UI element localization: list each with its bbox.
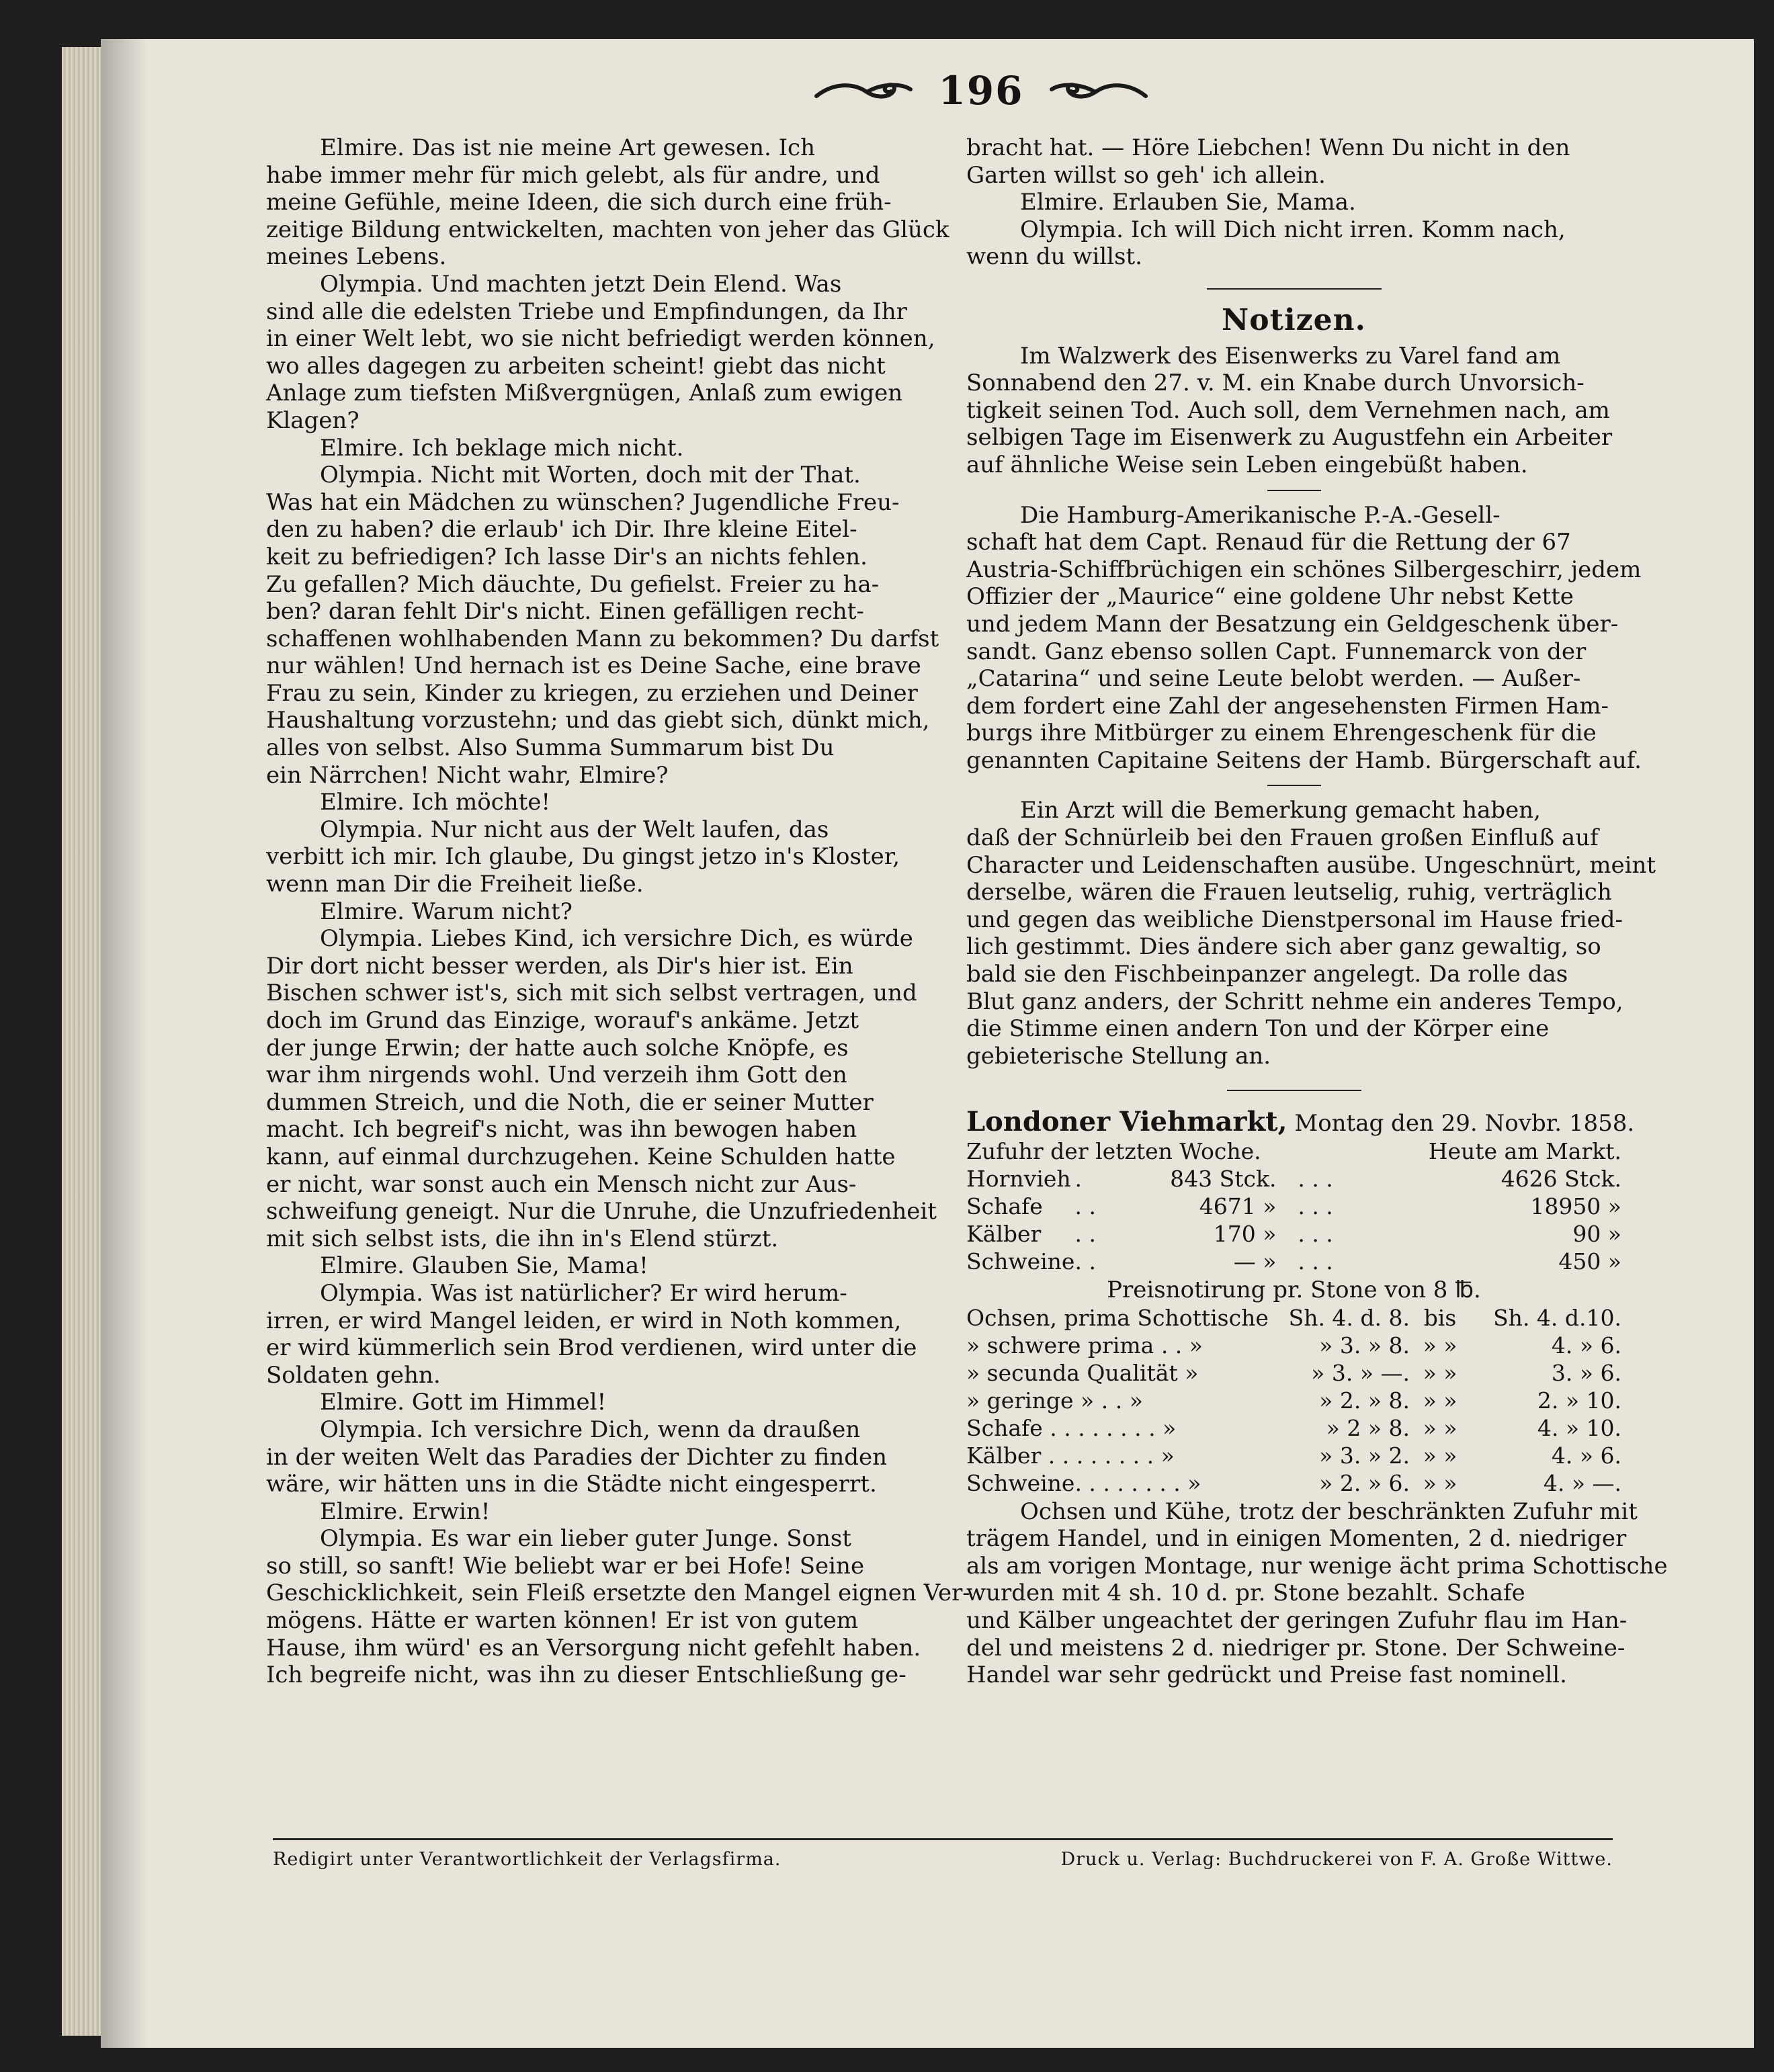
text-line	[266, 1007, 911, 1035]
text-line: und gegen das weibliche Dienstpersonal im Hause fried-	[966, 906, 1623, 933]
line-text: Was hat ein Mädchen zu wünschen? Jugendliche Freu-	[266, 488, 900, 516]
line-text: ben? daran fehlt Dir's nicht. Einen gefälligen recht-	[266, 598, 864, 625]
text-line	[266, 652, 921, 680]
text-line: und Kälber ungeachtet der geringen Zufuhr flau im Han-	[966, 1606, 1628, 1634]
text-line	[266, 789, 911, 816]
speaker-name: Olympia.	[320, 925, 423, 953]
text-line: Austria-Schiffbrüchigen ein schönes Silbergeschirr, jedem	[966, 556, 1642, 583]
line-text: Ich möchte!	[411, 789, 551, 816]
price-sep: bis	[1423, 1304, 1457, 1331]
market-heading	[966, 1106, 1635, 1138]
price-row	[966, 1359, 1621, 1387]
price-high: 4. » 6.	[1551, 1332, 1621, 1358]
text-line	[266, 325, 935, 353]
text-line	[266, 734, 911, 762]
text-line	[266, 298, 911, 326]
line-text: der junge Erwin; der hatte auch solche Knöpfe, es	[266, 1034, 849, 1062]
text-line: Im Walzwerk des Eisenwerks zu Varel fand am	[1020, 342, 1561, 370]
line-text: Haushaltung vorzustehn; und das giebt sich, dünkt mich,	[266, 707, 930, 734]
text-line	[266, 462, 911, 489]
text-line	[266, 1416, 911, 1444]
text-line	[266, 353, 911, 380]
price-high: 3. » 6.	[1551, 1359, 1621, 1386]
text-line: sandt. Ganz ebenso sollen Capt. Funnemarck von der	[966, 638, 1587, 665]
text-line	[266, 1280, 911, 1307]
dialogue-paragraph	[266, 435, 911, 462]
dialogue-paragraph	[266, 1525, 970, 1689]
text-line	[966, 189, 1621, 216]
speaker-name: Elmire.	[320, 1252, 405, 1280]
dialogue-paragraph	[266, 925, 937, 1252]
line-text: bracht hat. — Höre Liebchen! Wenn Du nicht in den	[966, 134, 1570, 161]
week-supply: — »	[1233, 1248, 1277, 1275]
text-line: del und meistens 2 d. niedriger pr. Stone. Der Schweine-	[966, 1634, 1625, 1661]
text-line	[266, 598, 911, 625]
line-text: Anlage zum tiefsten Mißvergnügen, Anlaß zum ewigen	[266, 380, 903, 407]
text-line	[266, 1580, 970, 1607]
supply-header-left: Zufuhr der letzten Woche.	[966, 1138, 1261, 1164]
divider	[1267, 785, 1321, 786]
price-low: » 3. » 2.	[1319, 1442, 1410, 1469]
text-line: Ochsen und Kühe, trotz der beschränkten Zufuhr mit	[1020, 1498, 1638, 1525]
price-label: Kälber . . . . . . . . »	[966, 1442, 1175, 1469]
line-text: in der weiten Welt das Paradies der Dichter zu finden	[266, 1443, 888, 1471]
text-line	[266, 1171, 911, 1199]
line-text: Erlauben Sie, Mama.	[1111, 189, 1356, 216]
text-line	[266, 544, 911, 571]
text-line	[266, 1607, 911, 1635]
dialogue-paragraph	[266, 898, 911, 926]
line-text: irren, er wird Mangel leiden, er wird in Noth kommen,	[266, 1307, 902, 1334]
text-line	[266, 707, 930, 734]
text-line	[266, 1225, 911, 1253]
speaker-name: Elmire.	[1020, 189, 1105, 216]
notizen-section	[966, 342, 1656, 1070]
dots: . . .	[1298, 1166, 1333, 1192]
line-text: doch im Grund das Einzige, worauf's ankäme. Jetzt	[266, 1007, 859, 1034]
line-text: Zu gefallen? Mich däuchte, Du gefielst. Freier zu ha-	[266, 570, 880, 598]
text-line	[266, 189, 911, 216]
today-supply: 450 »	[1558, 1248, 1621, 1275]
line-text: Gott im Himmel!	[411, 1389, 607, 1416]
text-line	[266, 1362, 911, 1389]
price-high: 2. » 10.	[1537, 1387, 1621, 1414]
price-row	[966, 1387, 1621, 1414]
week-supply: 843 Stck.	[1170, 1166, 1277, 1192]
line-text: in einer Welt lebt, wo sie nicht befriedigt werden können,	[266, 325, 935, 353]
text-line: derselbe, wären die Frauen leutselig, ruhig, verträglich	[966, 879, 1612, 906]
price-sep: » »	[1423, 1469, 1458, 1496]
line-text: keit zu befriedigen? Ich lasse Dir's an nichts fehlen.	[266, 543, 868, 570]
line-text: meine Gefühle, meine Ideen, die sich durch eine früh-	[266, 189, 892, 216]
line-text: Frau zu sein, Kinder zu kriegen, zu erziehen und Deiner	[266, 679, 918, 707]
price-low: » 2. » 8.	[1319, 1387, 1410, 1414]
notiz-paragraph	[966, 343, 1621, 479]
price-label: » geringe » . . »	[966, 1387, 1143, 1414]
text-line	[266, 1252, 911, 1280]
price-sep: » »	[1423, 1442, 1458, 1469]
line-text: Klagen?	[266, 406, 360, 434]
line-text: den zu haben? die erlaub' ich Dir. Ihre kleine Eitel-	[266, 516, 857, 544]
price-low: » 2 » 8.	[1326, 1414, 1410, 1441]
footer	[273, 1849, 1613, 1876]
footer-publisher: Druck u. Verlag: Buchdruckerei von F. A. Große Wittwe.	[1060, 1849, 1613, 1870]
line-text: Garten willst so geh' ich allein.	[966, 161, 1326, 189]
text-line: „Catarina“ und seine Leute belobt werden. — Außer-	[966, 665, 1581, 693]
divider	[1207, 288, 1382, 290]
supply-header-right: Heute am Markt.	[1428, 1138, 1621, 1164]
line-text: Ich beklage mich nicht.	[411, 434, 684, 462]
line-text: Nicht mit Worten, doch mit der That.	[430, 462, 861, 489]
supply-row	[966, 1193, 1621, 1220]
text-line	[266, 1334, 917, 1362]
text-line	[266, 489, 911, 517]
line-text: Was ist natürlicher? Er wird herum-	[430, 1279, 847, 1307]
page-header	[793, 67, 1169, 114]
line-text: Das ist nie meine Art gewesen. Ich	[411, 134, 815, 161]
speaker-name: Olympia.	[320, 462, 423, 489]
text-line	[266, 1444, 911, 1471]
price-row	[966, 1304, 1621, 1332]
text-line: wurden mit 4 sh. 10 d. pr. Stone bezahlt. Schafe	[966, 1580, 1525, 1607]
animal-label: Schweine	[966, 1248, 1075, 1275]
notiz-paragraph	[966, 501, 1642, 775]
text-line: Blut ganz anders, der Schritt nehme ein anderes Tempo,	[966, 988, 1623, 1015]
text-line: als am vorigen Montage, nur wenige ächt prima Schottische	[966, 1552, 1668, 1580]
line-text: Ich will Dich nicht irren. Komm nach,	[1130, 216, 1566, 243]
speaker-name: Olympia.	[320, 1525, 423, 1553]
price-low: » 2. » 6.	[1319, 1469, 1410, 1496]
line-text: er nicht, war sonst auch ein Mensch nicht zur Aus-	[266, 1170, 857, 1198]
right-column	[966, 134, 1668, 1689]
speaker-name: Elmire.	[320, 898, 405, 925]
dialogue-paragraph	[266, 1279, 917, 1389]
text-line	[266, 980, 917, 1007]
dialogue-paragraph	[266, 462, 939, 789]
speaker-name: Elmire.	[320, 434, 405, 462]
dialogue-continuation	[966, 134, 1621, 271]
dialogue-paragraph	[266, 1498, 911, 1526]
line-text: dummen Streich, und die Noth, die er seiner Mutter	[266, 1088, 874, 1116]
line-text: Liebes Kind, ich versichre Dich, es würde	[430, 925, 913, 953]
price-table	[966, 1304, 1621, 1497]
text-line	[266, 1143, 911, 1171]
left-column-dialogue	[266, 134, 970, 1689]
line-text: Ich versichre Dich, wenn da draußen	[430, 1416, 861, 1443]
animal-label: Schafe	[966, 1193, 1043, 1219]
line-text: Erwin!	[411, 1498, 491, 1525]
dialogue-paragraph	[966, 134, 1621, 189]
line-text: Glauben Sie, Mama!	[411, 1252, 648, 1280]
text-line	[266, 162, 911, 189]
animal-label: Kälber	[966, 1221, 1042, 1247]
text-line: Handel war sehr gedrückt und Preise fast nominell.	[966, 1661, 1567, 1689]
page-number: 196	[938, 68, 1024, 114]
line-text: Warum nicht?	[411, 898, 573, 925]
price-label: » schwere prima . . »	[966, 1332, 1203, 1358]
text-line	[266, 243, 911, 271]
dialogue-paragraph	[266, 816, 911, 898]
text-line	[266, 816, 911, 844]
line-text: mit sich selbst ists, die ihn in's Elend stürzt.	[266, 1225, 779, 1252]
text-line: bald sie den Fischbeinpanzer angelegt. Da rolle das	[966, 961, 1568, 988]
market-report	[966, 1498, 1668, 1689]
text-line	[266, 1498, 911, 1526]
text-line: tigkeit seinen Tod. Auch soll, dem Vernehmen nach, am	[966, 396, 1610, 424]
line-text: Nur nicht aus der Welt laufen, das	[430, 816, 829, 843]
text-line	[266, 1198, 937, 1225]
market-date: Montag den 29. Novbr. 1858.	[1294, 1110, 1635, 1137]
dots: . . .	[1298, 1193, 1333, 1219]
today-supply: 18950 »	[1530, 1193, 1621, 1219]
price-row	[966, 1414, 1621, 1442]
price-row	[966, 1469, 1621, 1497]
text-line: und jedem Mann der Besatzung ein Geldgeschenk über-	[966, 610, 1619, 638]
text-line	[266, 407, 911, 435]
divider	[1227, 1090, 1361, 1091]
text-line: auf ähnliche Weise sein Leben eingebüßt haben.	[966, 451, 1528, 478]
line-text: Bischen schwer ist's, sich mit sich selbst vertragen, und	[266, 980, 917, 1007]
price-high: Sh. 4. d.10.	[1493, 1304, 1621, 1331]
dialogue-paragraph	[266, 1252, 911, 1280]
text-line: gebieterische Stellung an.	[966, 1042, 1271, 1070]
text-line	[266, 898, 911, 926]
spine-shadow	[101, 39, 148, 2048]
line-text: er wird kümmerlich sein Brod verdienen, wird unter die	[266, 1334, 917, 1362]
speaker-name: Elmire.	[320, 1498, 405, 1525]
line-text: wenn man Dir die Freiheit ließe.	[266, 871, 644, 898]
line-text: macht. Ich begreif's nicht, was ihn bewogen haben	[266, 1116, 857, 1143]
line-text: verbitt ich mir. Ich glaube, Du gingst jetzo in's Kloster,	[266, 843, 900, 871]
speaker-name: Elmire.	[320, 1389, 405, 1416]
text-line: daß der Schnürleib bei den Frauen großen Einfluß auf	[966, 824, 1599, 852]
today-supply: 90 »	[1572, 1221, 1621, 1247]
dots: . .	[1074, 1193, 1096, 1219]
supply-row	[966, 1220, 1621, 1248]
text-line	[266, 1116, 911, 1143]
text-line: Character und Leidenschaften ausübe. Ungeschnürt, meint	[966, 851, 1656, 879]
dialogue-paragraph	[266, 1389, 911, 1416]
divider	[1267, 490, 1321, 491]
speaker-name: Elmire.	[320, 134, 405, 161]
supply-table	[966, 1137, 1621, 1275]
text-line	[266, 271, 911, 298]
line-text: Dir dort nicht besser werden, als Dir's hier ist. Ein	[266, 952, 853, 980]
dialogue-paragraph	[266, 270, 935, 435]
market-title: Londoner Viehmarkt,	[966, 1106, 1287, 1138]
ornament-right-icon	[1048, 77, 1149, 104]
supply-header-row	[966, 1137, 1621, 1165]
text-line	[266, 925, 911, 953]
text-line: schaft hat dem Capt. Renaud für die Rettung der 67	[966, 529, 1571, 556]
price-label: Schweine. . . . . . . . »	[966, 1469, 1201, 1496]
line-text: habe immer mehr für mich gelebt, als für andre, und	[266, 161, 880, 189]
text-line	[966, 134, 1621, 162]
dialogue-paragraph	[966, 189, 1621, 216]
text-line: trägem Handel, und in einigen Momenten, 2 d. niedriger	[966, 1525, 1627, 1553]
text-line: Sonnabend den 27. v. M. ein Knabe durch Unvorsich-	[966, 370, 1585, 397]
dots: . . .	[1298, 1248, 1333, 1275]
week-supply: 170 »	[1213, 1221, 1277, 1247]
line-text: schaffenen wohlhabenden Mann zu bekommen? Du darfst	[266, 625, 939, 652]
text-line	[266, 1389, 911, 1416]
speaker-name: Elmire.	[320, 789, 405, 816]
price-label: Ochsen, prima Schottische	[966, 1304, 1269, 1331]
text-line	[266, 1661, 911, 1689]
week-supply: 4671 »	[1199, 1193, 1277, 1219]
dialogue-paragraph	[266, 1416, 911, 1498]
text-line: Die Hamburg-Amerikanische P.-A.-Gesell-	[1020, 501, 1501, 529]
line-text: ein Närrchen! Nicht wahr, Elmire?	[266, 761, 669, 789]
text-line: die Stimme einen andern Ton und der Körper eine	[966, 1015, 1550, 1043]
text-line	[266, 516, 911, 544]
line-text: meines Lebens.	[266, 243, 447, 271]
speaker-name: Olympia.	[320, 1279, 423, 1307]
text-line	[266, 1062, 911, 1089]
speaker-name: Olympia.	[320, 270, 423, 298]
line-text: nur wählen! Und hernach ist es Deine Sache, eine brave	[266, 652, 921, 680]
ornament-left-icon	[813, 77, 914, 104]
text-line	[266, 843, 911, 871]
footer-editor-note: Redigirt unter Verantwortlichkeit der Verlagsfirma.	[273, 1849, 782, 1870]
dots: .	[1074, 1166, 1082, 1192]
price-low: » 3. » 8.	[1319, 1332, 1410, 1358]
text-line	[266, 1553, 911, 1580]
line-text: alles von selbst. Also Summa Summarum bist Du	[266, 734, 835, 762]
text-line: selbigen Tage im Eisenwerk zu Augustfehn ein Arbeiter	[966, 424, 1613, 451]
text-line	[966, 162, 1621, 189]
price-high: 4. » 10.	[1537, 1414, 1621, 1441]
notizen-title: Notizen.	[1222, 302, 1366, 337]
price-low: Sh. 4. d. 8.	[1288, 1304, 1410, 1331]
dialogue-paragraph	[966, 216, 1621, 271]
footer-rule	[273, 1838, 1613, 1840]
price-row	[966, 1332, 1621, 1359]
price-label: Schafe . . . . . . . . »	[966, 1414, 1177, 1441]
line-text: Geschicklichkeit, sein Fleiß ersetzte den Mangel eignen Ver-	[266, 1580, 970, 1607]
text-line	[266, 625, 939, 653]
text-line	[266, 953, 911, 980]
price-sep: » »	[1423, 1332, 1458, 1358]
speaker-name: Olympia.	[1020, 216, 1124, 243]
line-text: zeitige Bildung entwickelten, machten von jeher das Glück	[266, 216, 949, 243]
supply-row	[966, 1165, 1621, 1193]
text-line	[266, 216, 949, 244]
line-text: mögens. Hätte er warten können! Er ist von gutem	[266, 1607, 859, 1635]
price-sep: » »	[1423, 1414, 1458, 1441]
text-line	[266, 435, 911, 462]
text-line	[966, 243, 1621, 271]
text-line	[266, 762, 911, 789]
text-line	[266, 134, 911, 162]
text-line: burgs ihre Mitbürger zu einem Ehrengeschenk für die	[966, 720, 1597, 747]
line-text: so still, so sanft! Wie beliebt war er bei Hofe! Seine	[266, 1552, 865, 1580]
speaker-name: Olympia.	[320, 1416, 423, 1443]
dots: . .	[1074, 1221, 1096, 1247]
line-text: Es war ein lieber guter Junge. Sonst	[430, 1525, 851, 1553]
line-text: schweifung geneigt. Nur die Unruhe, die Unzufriedenheit	[266, 1198, 937, 1225]
animal-label: Hornvieh	[966, 1166, 1071, 1192]
text-line: genannten Capitaine Seitens der Hamb. Bürgerschaft auf.	[966, 746, 1642, 774]
text-line: dem fordert eine Zahl der angesehensten Firmen Ham-	[966, 692, 1609, 720]
dialogue-paragraph	[266, 134, 949, 271]
text-line: Ein Arzt will die Bemerkung gemacht haben,	[1020, 797, 1541, 824]
speaker-name: Olympia.	[320, 816, 423, 843]
text-line	[266, 679, 918, 707]
text-line	[966, 216, 1621, 244]
line-text: Und machten jetzt Dein Elend. Was	[430, 270, 842, 298]
price-header: Preisnotirung pr. Stone von 8 ℔.	[1107, 1277, 1481, 1303]
text-line: Offizier der „Maurice“ eine goldene Uhr nebst Kette	[966, 583, 1574, 611]
price-sep: » »	[1423, 1387, 1458, 1414]
notiz-paragraph	[966, 797, 1656, 1070]
text-line	[266, 871, 911, 898]
price-high: 4. » —.	[1543, 1469, 1621, 1496]
supply-row	[966, 1248, 1621, 1275]
line-text: wäre, wir hätten uns in die Städte nicht eingesperrt.	[266, 1471, 877, 1498]
dots: . . .	[1298, 1221, 1333, 1247]
price-low: » 3. » —.	[1311, 1359, 1410, 1386]
line-text: war ihm nirgends wohl. Und verzeih ihm Gott den	[266, 1062, 847, 1089]
line-text: Soldaten gehn.	[266, 1361, 441, 1389]
dots: . .	[1074, 1248, 1096, 1275]
price-high: 4. » 6.	[1551, 1442, 1621, 1469]
line-text: sind alle die edelsten Triebe und Empfindungen, da Ihr	[266, 298, 907, 325]
dialogue-paragraph	[266, 789, 911, 816]
text-line: lich gestimmt. Dies ändere sich aber ganz gewaltig, so	[966, 933, 1601, 961]
price-sep: » »	[1423, 1359, 1458, 1386]
price-label: » secunda Qualität »	[966, 1359, 1199, 1386]
line-text: Hause, ihm würd' es an Versorgung nicht gefehlt haben.	[266, 1634, 921, 1661]
text-line	[266, 1525, 911, 1553]
text-line	[266, 1089, 911, 1117]
text-line	[266, 1471, 911, 1498]
line-text: Ich begreife nicht, was ihn zu dieser Entschließung ge-	[266, 1661, 906, 1689]
text-line	[266, 380, 911, 407]
line-text: kann, auf einmal durchzugehen. Keine Schulden hatte	[266, 1143, 896, 1170]
today-supply: 4626 Stck.	[1501, 1166, 1621, 1192]
text-line	[266, 571, 911, 599]
text-line	[266, 1634, 921, 1662]
text-line	[266, 1307, 911, 1335]
text-line	[266, 1035, 911, 1062]
line-text: wo alles dagegen zu arbeiten scheint! giebt das nicht	[266, 352, 886, 380]
line-text: wenn du willst.	[966, 243, 1142, 271]
price-row	[966, 1442, 1621, 1469]
